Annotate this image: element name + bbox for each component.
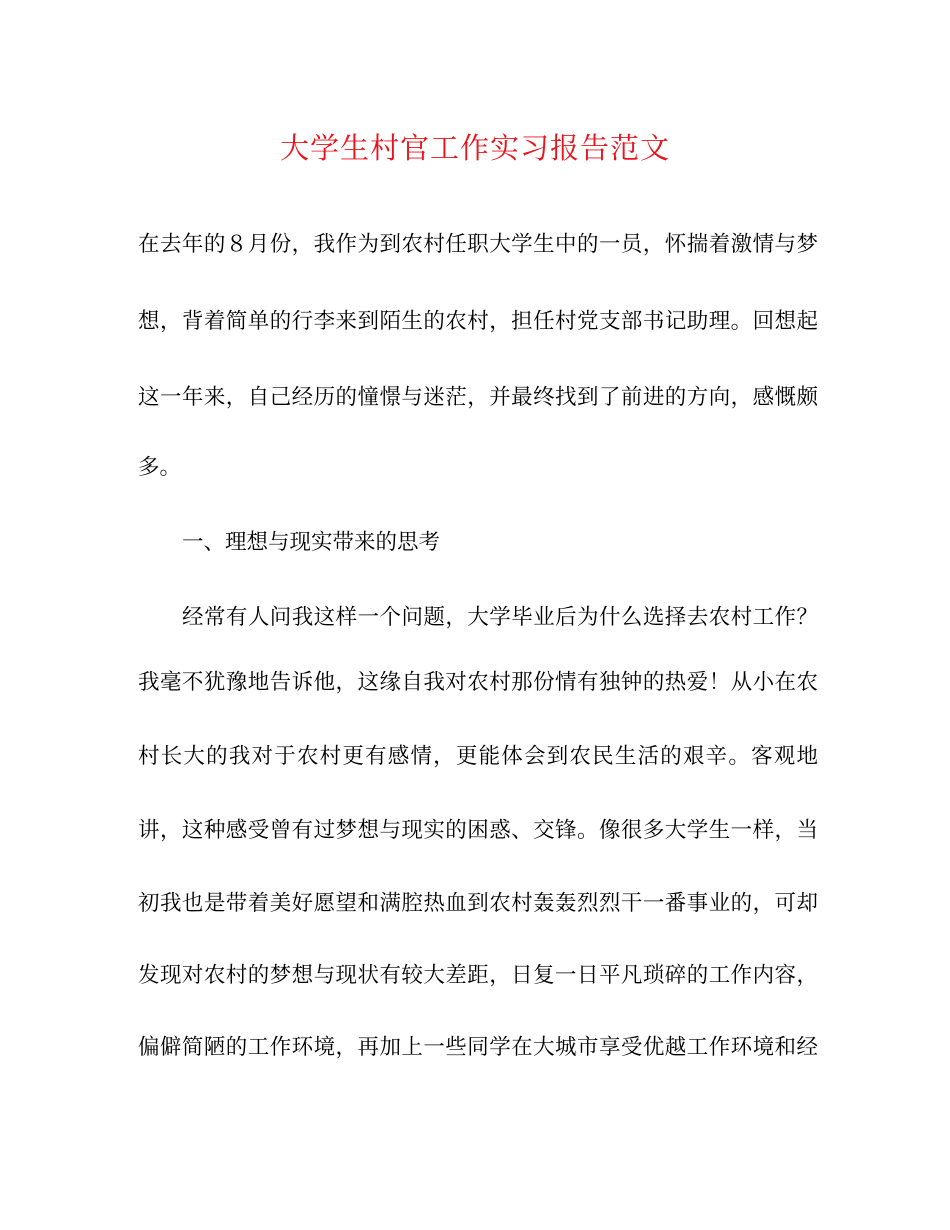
- paragraph-line: 发现对农村的梦想与现状有较大差距，日复一日平凡琐碎的工作内容，: [138, 963, 818, 988]
- paragraph-line: 村长大的我对于农村更有感情，更能体会到农民生活的艰辛。客观地: [138, 744, 818, 769]
- paragraph-line: 经常有人问我这样一个问题，大学毕业后为什么选择去农村工作？: [182, 605, 818, 630]
- document-title: 大学生村官工作实习报告范文: [279, 131, 670, 165]
- paragraph-line: 讲，这种感受曾有过梦想与现实的困惑、交锋。像很多大学生一样，当: [138, 818, 818, 843]
- paragraph-line: 偏僻简陋的工作环境，再加上一些同学在大城市享受优越工作环境和经: [138, 1035, 818, 1060]
- paragraph-line: 想，背着简单的行李来到陌生的农村，担任村党支部书记助理。回想起: [138, 309, 818, 334]
- paragraph-line: 这一年来，自己经历的憧憬与迷茫，并最终找到了前进的方向，感慨颇: [138, 385, 818, 410]
- paragraph-line: 我毫不犹豫地告诉他，这缘自我对农村那份情有独钟的热爱！从小在农: [138, 670, 818, 695]
- paragraph-line: 初我也是带着美好愿望和满腔热血到农村轰轰烈烈干一番事业的，可却: [138, 891, 818, 916]
- paragraph-line: 在去年的８月份，我作为到农村任职大学生中的一员，怀揣着激情与梦: [138, 232, 818, 257]
- paragraph-line: 多。: [138, 455, 182, 480]
- section-heading: 一、理想与现实带来的思考: [182, 530, 441, 555]
